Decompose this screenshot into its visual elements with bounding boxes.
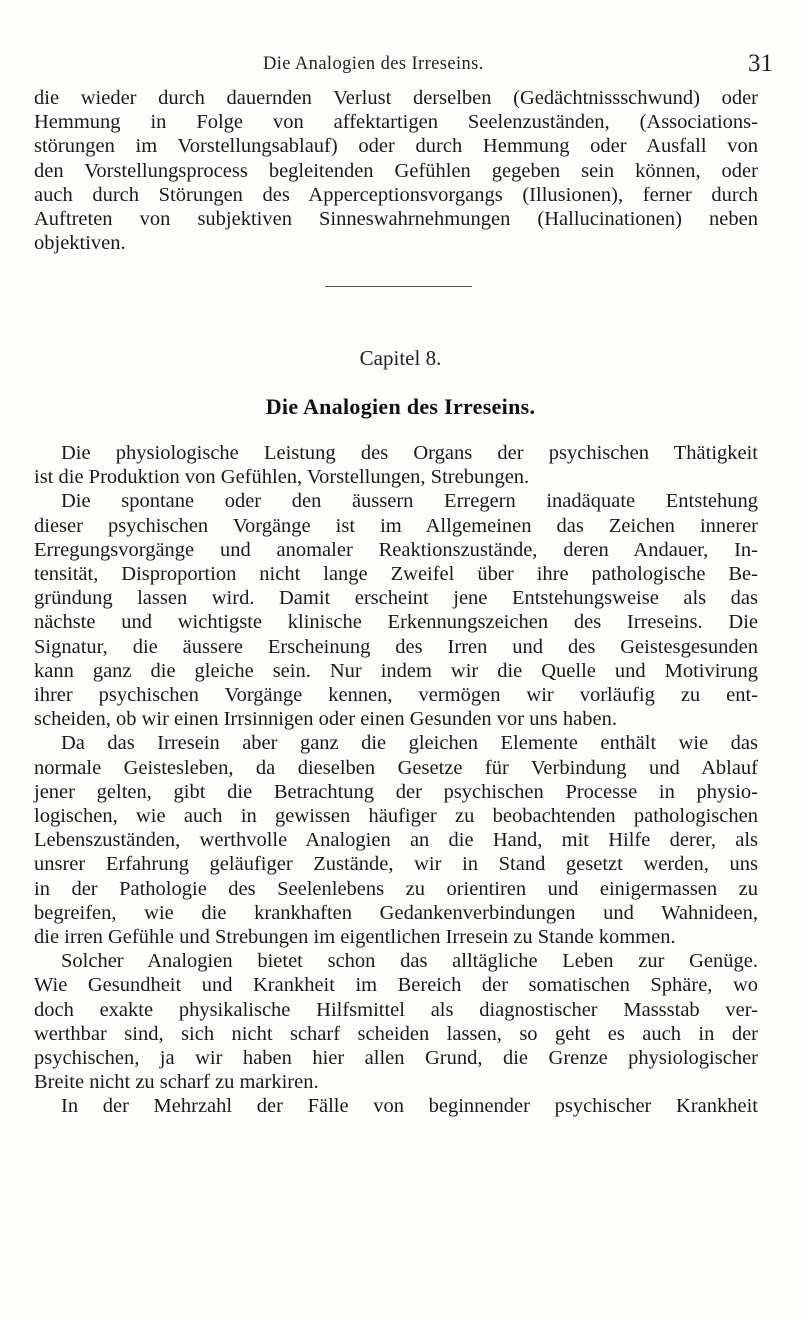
- text-line: die wieder durch dauernden Verlust derselben (Gedächtnissschwund) oder: [34, 87, 758, 109]
- text-line: logischen, wie auch in gewissen häufiger zu beobachtenden pathologischen: [34, 805, 758, 828]
- body-text: [34, 441, 758, 1119]
- text-line: den Vorstellungsprocess begleitenden Gefühlen gegeben sein können, oder: [34, 159, 758, 182]
- chapter-title: Die Analogien des Irreseins.: [265, 394, 536, 419]
- text-line: störungen im Vorstellungsablauf) oder durch Hemmung oder Ausfall von: [34, 135, 758, 158]
- intro-paragraph: [34, 86, 758, 255]
- text-line: Die physiologische Leistung des Organs der psychischen Thätigkeit: [61, 442, 758, 464]
- text-line: normale Geistesleben, da dieselben Gesetze für Verbindung und Ablauf: [34, 756, 758, 779]
- chapter-number: Capitel 8.: [359, 346, 442, 370]
- text-line: begreifen, wie die krankhaften Gedankenverbindungen und Wahnideen,: [34, 901, 758, 924]
- text-line: Breite nicht zu scharf zu markiren.: [34, 1071, 319, 1094]
- text-line: jener gelten, gibt die Betrachtung der psychischen Processe in physio-: [34, 780, 758, 803]
- text-line: Auftreten von subjektiven Sinneswahrnehmungen (Hallucinationen) neben: [34, 208, 758, 231]
- text-line: unsrer Erfahrung geläufiger Zustände, wir in Stand gesetzt werden, uns: [34, 853, 758, 876]
- section-divider: [325, 286, 472, 287]
- text-line: scheiden, ob wir einen Irrsinnigen oder einen Gesunden vor uns haben.: [34, 708, 617, 731]
- text-line: werthbar sind, sich nicht scharf scheiden lassen, so geht es auch in der: [34, 1022, 758, 1045]
- running-head: Die Analogien des Irreseins.: [263, 54, 484, 74]
- text-line: Erregungsvorgänge und anomaler Reaktionszustände, deren Andauer, In-: [34, 538, 758, 561]
- page-number: 31: [748, 50, 773, 77]
- text-line: psychischen, ja wir haben hier allen Grund, die Grenze physiologischer: [34, 1047, 758, 1070]
- text-line: nächste und wichtigste klinische Erkennungszeichen des Irreseins. Die: [34, 611, 758, 634]
- text-line: Lebenszuständen, werthvolle Analogien an die Hand, mit Hilfe derer, als: [34, 829, 758, 852]
- text-line: Da das Irresein aber ganz die gleichen Elemente enthält wie das: [61, 732, 758, 755]
- text-line: In der Mehrzahl der Fälle von beginnender psychischer Krankheit: [61, 1095, 758, 1118]
- text-line: Signatur, die äussere Erscheinung des Irren und des Geistesgesunden: [34, 635, 758, 658]
- text-line: in der Pathologie des Seelenlebens zu orientiren und einigermassen zu: [34, 877, 758, 900]
- text-line: Die spontane oder den äussern Erregern inadäquate Entstehung: [61, 490, 758, 513]
- text-line: Hemmung in Folge von affektartigen Seelenzuständen, (Associations-: [34, 111, 758, 134]
- text-line: auch durch Störungen des Apperceptionsvorgangs (Illusionen), ferner durch: [34, 183, 758, 206]
- text-line: die irren Gefühle und Strebungen im eigentlichen Irresein zu Stande kommen.: [34, 926, 676, 949]
- text-line: kann ganz die gleiche sein. Nur indem wir die Quelle und Motivirung: [34, 659, 758, 682]
- text-line: gründung lassen wird. Damit erscheint jene Entstehungsweise als das: [34, 587, 758, 610]
- text-line: dieser psychischen Vorgänge ist im Allgemeinen das Zeichen innerer: [34, 514, 758, 537]
- text-line: Solcher Analogien bietet schon das alltägliche Leben zur Genüge.: [61, 950, 758, 973]
- text-line: tensität, Disproportion nicht lange Zweifel über ihre pathologische Be-: [34, 563, 758, 586]
- text-line: doch exakte physikalische Hilfsmittel als diagnostischer Massstab ver-: [34, 998, 758, 1021]
- text-line: ihrer psychischen Vorgänge kennen, vermögen wir vorläufig zu ent-: [34, 684, 758, 707]
- text-line: ist die Produktion von Gefühlen, Vorstellungen, Strebungen.: [34, 466, 530, 489]
- text-line: Wie Gesundheit und Krankheit im Bereich der somatischen Sphäre, wo: [34, 974, 758, 997]
- text-line: objektiven.: [34, 232, 126, 255]
